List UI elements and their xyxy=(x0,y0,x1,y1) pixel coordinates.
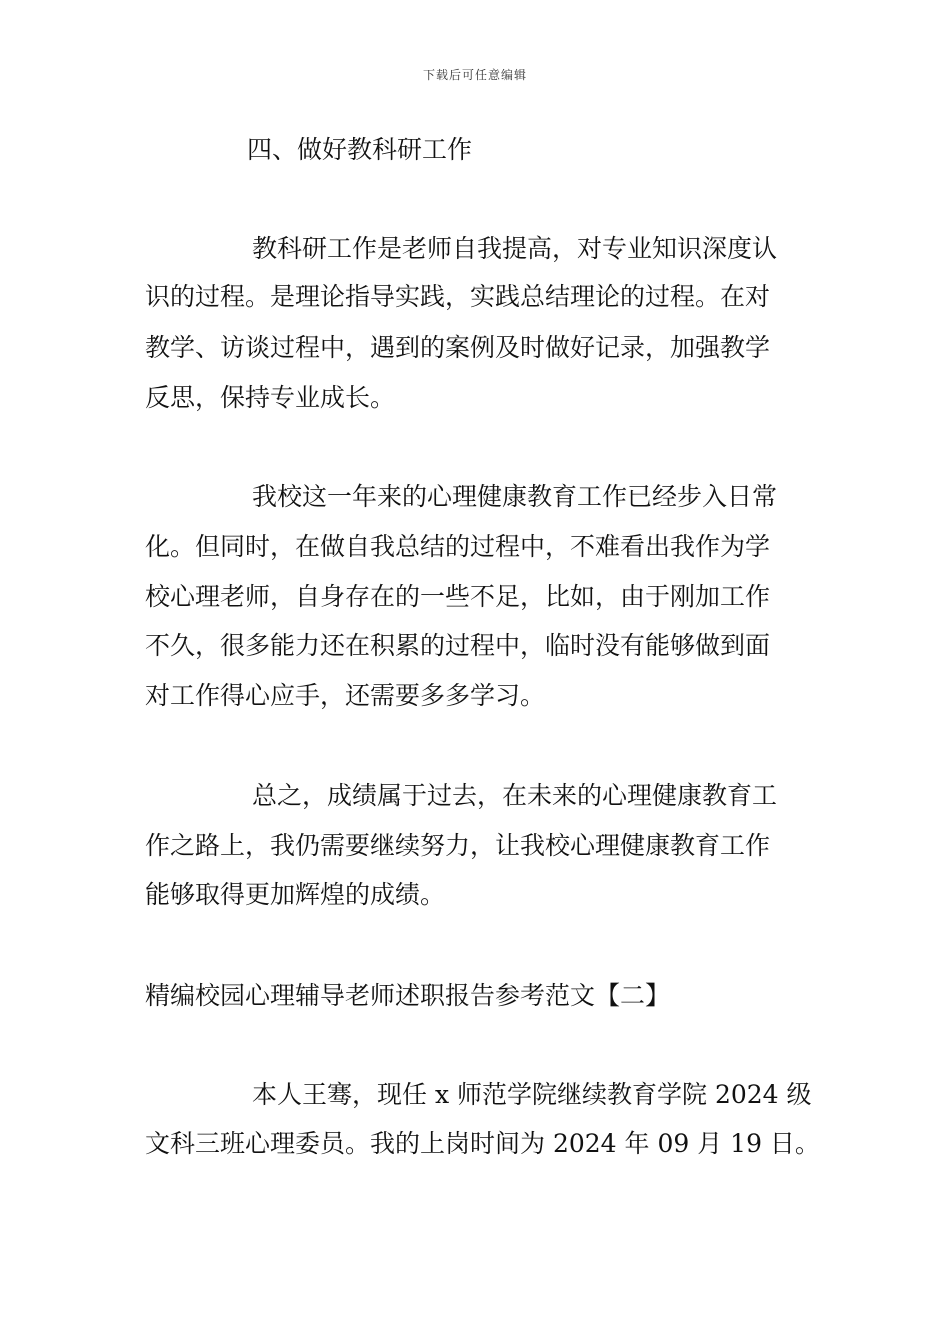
paragraph-line: 文科三班心理委员。我的上岗时间为 2024 年 09 月 19 日。 xyxy=(145,1129,820,1158)
paragraph-line: 识的过程。是理论指导实践，实践总结理论的过程。在对 xyxy=(145,282,771,311)
paragraph-line: 本人王骞，现任 x 师范学院继续教育学院 2024 级 xyxy=(252,1080,812,1109)
paragraph-line: 化。但同时，在做自我总结的过程中，不难看出我作为学 xyxy=(145,532,771,561)
paragraph-line: 能够取得更加辉煌的成绩。 xyxy=(145,880,446,909)
paragraph-line: 教学、访谈过程中，遇到的案例及时做好记录，加强教学 xyxy=(145,333,771,362)
section-heading: 四、做好教科研工作 xyxy=(247,135,473,164)
paragraph-line: 作之路上，我仍需要继续努力，让我校心理健康教育工作 xyxy=(145,831,771,860)
paragraph-line: 教科研工作是老师自我提高，对专业知识深度认 xyxy=(252,234,778,263)
paragraph-line: 总之，成绩属于过去，在未来的心理健康教育工 xyxy=(252,781,778,810)
paragraph-line: 对工作得心应手，还需要多多学习。 xyxy=(145,681,546,710)
document-title: 精编校园心理辅导老师述职报告参考范文【二】 xyxy=(145,981,671,1010)
header-note: 下载后可任意编辑 xyxy=(422,68,527,82)
paragraph-line: 反思，保持专业成长。 xyxy=(145,383,396,412)
paragraph-line: 我校这一年来的心理健康教育工作已经步入日常 xyxy=(252,482,778,511)
paragraph-line: 校心理老师，自身存在的一些不足，比如，由于刚加工作 xyxy=(145,582,771,611)
paragraph-line: 不久，很多能力还在积累的过程中，临时没有能够做到面 xyxy=(145,631,771,660)
